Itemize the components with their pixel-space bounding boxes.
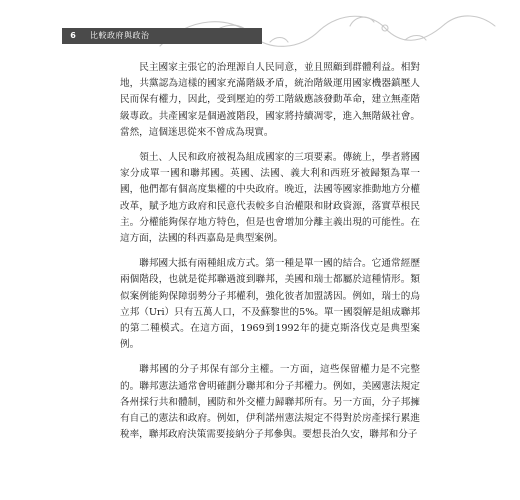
running-header <box>62 28 262 44</box>
paragraph: 聯邦國的分子邦保有部分主權。一方面，這些保留權力是不完整的。聯邦憲法通常會明確劃分聯邦和分子邦權力。例如，美國憲法規定各州採行共和體制，國防和外交權力歸聯邦所有。另一方面，分子邦擁有自己的憲法和政府。例如，伊利諾州憲法規定不得對於房產採行累進稅率，聯邦政府決策需要接納分子邦參與。要想長治久安，聯邦和分子 <box>120 364 420 441</box>
running-title: 比較政府與政治 <box>90 31 150 40</box>
paragraph: 民主國家主張它的治理源自人民同意，並且照顧到群體利益。相對地，共黨認為這樣的國家充滿階級矛盾，統治階級運用國家機器鎮壓人民而保有權力，因此，受到壓迫的勞工階級應該發動革命，建立無產階級專政。共產國家是個過渡階段，國家將持續凋零，進入無階級社會。當然，這個迷思從來不曾成為現實。 <box>120 62 420 138</box>
body-text <box>120 60 420 452</box>
page-number: 6 <box>70 31 76 40</box>
paragraph: 領土、人民和政府被視為組成國家的三項要素。傳統上，學者將國家分成單一國和聯邦國。英國、法國、義大利和西班牙被歸類為單一國，他們都有個高度集權的中央政府。晚近，法國等國家推動地方分權改革，賦予地方政府和民意代表較多自治權限和財政資源，落實草根民主。分權能夠保存地方特色，但是也會增加分離主義出現的可能性。在這方面，法國的科西嘉島是典型案例。 <box>120 152 420 245</box>
paragraph: 聯邦國大抵有兩種組成方式。第一種是單一國的結合。它通常經歷兩個階段，也就是從邦聯過渡到聯邦，美國和瑞士都屬於這種情形。類似案例能夠保障弱勢分子邦權利，強化彼者加盟誘因。例如，瑞士的烏立邦（Uri）只有五萬人口，不及蘇黎世的5%。單一國裂解是組成聯邦的第二種模式。在這方面，1969到1992年的捷克斯洛伐克是典型案例。 <box>120 258 420 351</box>
